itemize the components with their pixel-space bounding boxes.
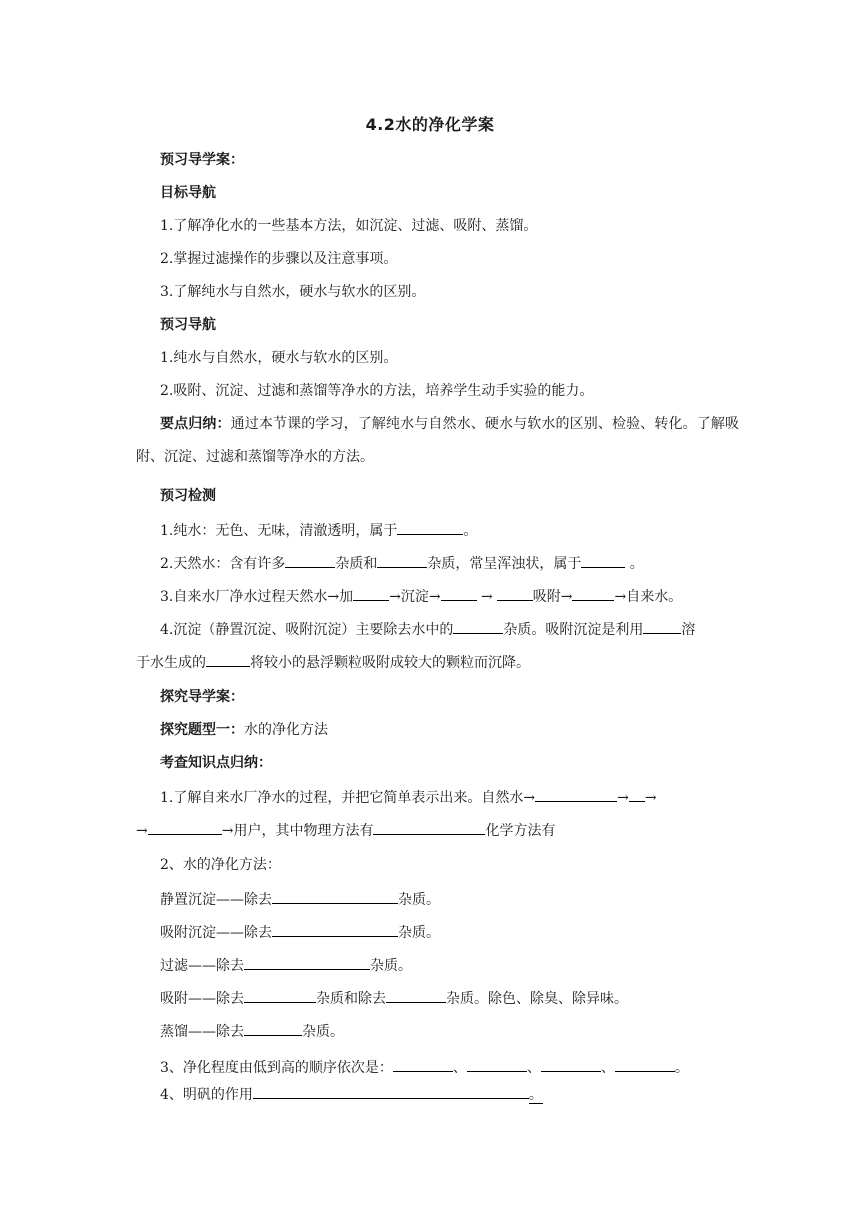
knowledge-item-4 <box>160 1083 543 1105</box>
adsorption-text-c: 杂质。除色、除臭、除异味。 <box>446 991 628 1007</box>
knowledge-summary-heading: 考查知识点归纳： <box>160 755 272 771</box>
q3-blank-4[interactable] <box>572 585 614 601</box>
k4-blank[interactable] <box>253 1083 529 1099</box>
knowledge-item-1-line1 <box>160 786 657 808</box>
q4-text-c: 溶 <box>681 622 696 638</box>
adsorption-blank-2[interactable] <box>386 987 446 1003</box>
q4-text-b: 杂质。吸附沉淀是利用 <box>503 622 644 638</box>
q3-blank-3[interactable] <box>497 585 533 601</box>
target-item-2: 2.掌握过滤操作的步骤以及注意事项。 <box>160 251 398 267</box>
q4-text-d: 于水生成的 <box>136 655 206 671</box>
knowledge-item-2-title: 2、水的净化方法： <box>160 857 281 873</box>
method-adsorption <box>160 987 628 1009</box>
method-distillation <box>160 1020 344 1042</box>
k3-blank-1[interactable] <box>393 1056 453 1072</box>
k1-arrow-3: → <box>136 823 148 839</box>
k1-blank-1[interactable] <box>535 786 617 802</box>
k4-text: 4、明矾的作用 <box>160 1087 253 1103</box>
filtration-text: 过滤——除去 <box>160 958 244 974</box>
k3-blank-2[interactable] <box>467 1056 527 1072</box>
q2-blank-1[interactable] <box>285 552 335 568</box>
k1-blank-3[interactable] <box>148 819 222 835</box>
q2-text-c: 杂质，常呈浑浊状，属于 <box>427 556 582 572</box>
k3-sep-3: 、 <box>600 1060 615 1076</box>
k1-arrow-2: → <box>644 790 657 806</box>
k1-text-a: 1.了解自来水厂净水的过程，并把它简单表示出来。自然水→ <box>160 790 536 806</box>
adsorption-settling-end: 杂质。 <box>398 925 440 941</box>
adsorption-text-a: 吸附——除去 <box>160 991 244 1007</box>
q4-blank-2[interactable] <box>643 618 681 634</box>
key-points-text: 通过本节课的学习，了解纯水与自然水、硬水与软水的区别、检验、转化。了解吸附、沉淀、过滤和蒸馏等净水的方法。 <box>136 416 739 465</box>
section-preview-heading: 预习导学案： <box>160 152 244 168</box>
check-question-4-line1 <box>160 618 695 640</box>
q4-blank-3[interactable] <box>206 651 250 667</box>
q3-text-a: 3.自来水厂净水过程天然水→加 <box>160 589 354 605</box>
check-question-2 <box>160 552 644 574</box>
section-explore-heading: 探究导学案： <box>160 689 244 705</box>
adsorption-blank-1[interactable] <box>244 987 316 1003</box>
q2-text-b: 杂质和 <box>335 556 378 572</box>
q4-blank-1[interactable] <box>453 618 503 634</box>
k3-blank-3[interactable] <box>541 1056 601 1072</box>
q3-text-c: → <box>476 589 493 605</box>
filtration-end: 杂质。 <box>370 958 412 974</box>
q1-blank[interactable] <box>397 519 463 535</box>
preview-nav-heading: 预习导航 <box>160 317 216 333</box>
q3-text-d: 吸附→ <box>532 589 573 605</box>
distillation-text: 蒸馏——除去 <box>160 1024 244 1040</box>
explore-type-label: 探究题型一： <box>160 722 244 738</box>
still-settling-blank[interactable] <box>272 888 398 904</box>
page-title: 4.2水的净化学案 <box>365 115 495 134</box>
q3-text-e: →自来水。 <box>614 589 683 605</box>
filtration-blank[interactable] <box>244 954 370 970</box>
k3-blank-4[interactable] <box>615 1056 675 1072</box>
distillation-blank[interactable] <box>244 1020 302 1036</box>
knowledge-item-1-line2 <box>136 819 555 841</box>
q2-end: 。 <box>625 556 644 572</box>
q1-end: 。 <box>463 523 478 539</box>
explore-type-1 <box>160 720 328 740</box>
q3-blank-2[interactable] <box>441 585 477 601</box>
q2-blank-2[interactable] <box>377 552 427 568</box>
target-item-1: 1.了解净化水的一些基本方法，如沉淀、过滤、吸附、蒸馏。 <box>160 218 538 234</box>
q3-text-b: →沉淀→ <box>389 589 441 605</box>
method-filtration <box>160 954 412 976</box>
preview-item-1: 1.纯水与自然水，硬水与软水的区别。 <box>160 350 398 366</box>
method-adsorption-settling <box>160 921 440 943</box>
check-question-3 <box>160 585 682 607</box>
k1-arrow-1: → <box>617 790 629 806</box>
q4-text-a: 4.沉淀（静置沉淀、吸附沉淀）主要除去水中的 <box>160 622 454 638</box>
adsorption-settling-text: 吸附沉淀——除去 <box>160 925 272 941</box>
check-question-4-line2 <box>136 651 530 673</box>
adsorption-settling-blank[interactable] <box>272 921 398 937</box>
target-nav-heading: 目标导航 <box>160 185 216 201</box>
q2-blank-3[interactable] <box>581 552 625 568</box>
key-points-label: 要点归纳： <box>160 416 231 432</box>
k3-end: 。 <box>674 1060 689 1076</box>
k4-end: 。 <box>528 1087 543 1103</box>
key-points-paragraph <box>136 408 739 474</box>
preview-item-2: 2.吸附、沉淀、过滤和蒸馏等净水的方法，培养学生动手实验的能力。 <box>160 383 594 399</box>
k3-sep-2: 、 <box>526 1060 541 1076</box>
adsorption-text-b: 杂质和除去 <box>316 991 386 1007</box>
knowledge-item-3 <box>160 1056 689 1078</box>
distillation-end: 杂质。 <box>302 1024 344 1040</box>
method-still-settling <box>160 888 440 910</box>
target-item-3: 3.了解纯水与自然水，硬水与软水的区别。 <box>160 284 426 300</box>
k3-sep-1: 、 <box>452 1060 467 1076</box>
k1-text-f: 化学方法有 <box>485 823 556 839</box>
preview-check-heading: 预习检测 <box>160 488 216 504</box>
q3-blank-1[interactable] <box>353 585 389 601</box>
still-settling-text: 静置沉淀——除去 <box>160 892 272 908</box>
q4-text-e: 将较小的悬浮颗粒吸附成较大的颗粒而沉降。 <box>250 655 530 671</box>
q2-text-a: 2.天然水：含有许多 <box>160 556 286 572</box>
k1-blank-2[interactable] <box>629 786 645 802</box>
still-settling-end: 杂质。 <box>398 892 440 908</box>
k1-text-e: →用户，其中物理方法有 <box>221 823 374 839</box>
k3-text: 3、净化程度由低到高的顺序依次是： <box>160 1060 393 1076</box>
q1-text: 1.纯水：无色、无味，清澈透明，属于 <box>160 523 398 539</box>
explore-type-text: 水的净化方法 <box>244 722 328 738</box>
check-question-1 <box>160 519 477 541</box>
k1-blank-4[interactable] <box>373 819 485 835</box>
